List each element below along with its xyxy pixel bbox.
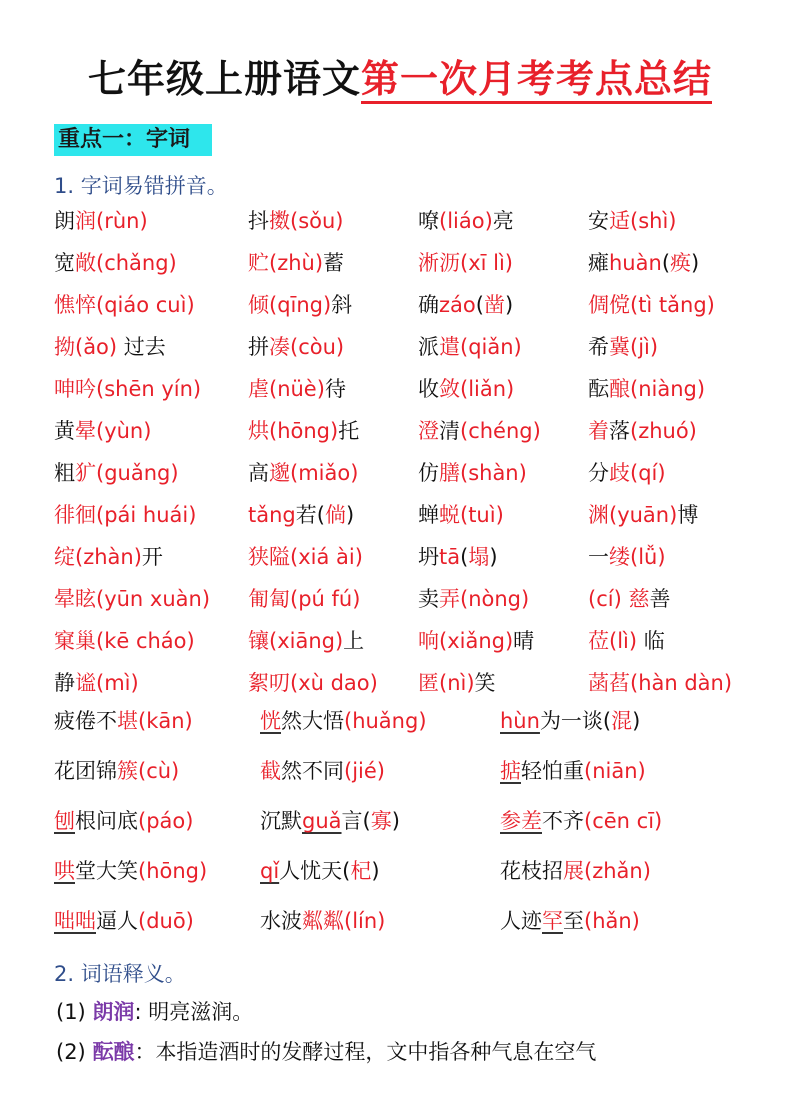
vocab-entry [54,627,195,655]
vocab-segment: 卖 [418,587,439,611]
vocab-segment: 混 [611,709,633,733]
vocab-segment: tā [439,545,461,569]
vocab-segment: (kān) [138,709,193,733]
vocab-segment: (zhǎn) [584,859,651,883]
vocab-segment: 莅 [588,629,609,653]
vocab-segment: (zhuó) [630,419,697,443]
vocab-entry [54,501,196,529]
vocab-segment: 刨 [54,809,75,833]
vocab-segment: 酝 [588,377,609,401]
vocab-entry [418,333,522,361]
vocab-segment: (zhù) [269,251,324,275]
vocab-segment: záo [439,293,476,317]
vocab-segment: (tì tǎng) [630,293,715,317]
vocab-segment: (cí) [588,587,629,611]
vocab-segment: (qiáo cuì) [96,293,195,317]
vocab-segment: 匿 [418,671,439,695]
vocab-entry [248,669,378,697]
vocab-segment: 清 [439,419,460,443]
vocab-entry [54,807,193,835]
vocab-segment: 展 [563,859,584,883]
vocab-entry [418,501,504,529]
vocab-segment: (liǎn) [460,377,515,401]
vocab-segment: (lì) [609,629,644,653]
vocab-entry [260,907,385,935]
vocab-entry [418,291,513,319]
vocab-segment: 逼人 [96,909,138,933]
definition-number: (2) [56,1040,86,1064]
vocab-entry [54,207,148,235]
vocab-segment: 弄 [439,587,460,611]
vocab-segment: 贮 [248,251,269,275]
vocab-segment: 倜傥 [588,293,630,317]
vocab-segment: 簇 [117,759,138,783]
vocab-segment: ( [460,545,469,569]
vocab-segment: 安 [588,209,609,233]
vocab-segment: (cù) [138,759,180,783]
vocab-entry [260,857,380,885]
vocab-segment: 憔悴 [54,293,96,317]
vocab-segment: 待 [324,377,346,401]
vocab-entry [588,459,666,487]
vocab-segment: 邈 [269,461,290,485]
vocab-segment: 擞 [269,209,290,233]
vocab-segment: 分 [588,461,609,485]
vocab-segment: (duō) [138,909,194,933]
vocab-segment: 绽 [54,545,75,569]
vocab-segment: (ǎo) [75,335,118,359]
vocab-segment: 抖 [248,209,269,233]
vocab-segment: (shàn) [460,461,527,485]
definition-number: (1) [56,1000,86,1024]
vocab-segment: 高 [248,461,269,485]
vocab-segment: 凿 [483,293,505,317]
vocab-segment: 轻怕重 [521,759,584,783]
vocab-entry [588,291,715,319]
vocab-segment: 至 [563,909,584,933]
vocab-segment: 拗 [54,335,75,359]
vocab-segment: (còu) [290,335,345,359]
vocab-segment: (lín) [344,909,386,933]
vocab-segment: (nüè) [269,377,325,401]
vocab-segment: 酿 [609,377,630,401]
vocab-segment: (nì) [439,671,475,695]
vocab-segment: (chéng) [460,419,541,443]
vocab-segment: 淅沥 [418,251,460,275]
vocab-entry [500,857,651,885]
vocab-segment: 敛 [439,377,460,401]
vocab-segment: 絮叨 [248,671,290,695]
vocab-segment: 一 [588,545,609,569]
vocab-segment: 匍匐 [248,587,290,611]
vocab-segment: (tuì) [460,503,504,527]
vocab-entry [418,249,513,277]
vocab-segment: 仿 [418,461,439,485]
vocab-entry [500,707,640,735]
vocab-segment: (hōng) [138,859,208,883]
vocab-entry [588,207,676,235]
vocab-segment: 冀 [609,335,630,359]
vocab-segment: 疲倦不 [54,709,117,733]
vocab-segment: 倘 [324,503,346,527]
vocab-segment: 博 [677,503,699,527]
vocab-segment: 犷 [75,461,96,485]
vocab-segment: qǐ [260,859,280,883]
section-heading: 重点一：字词 [54,124,212,156]
vocab-segment: 开 [141,545,163,569]
vocab-segment: 倾 [248,293,269,317]
vocab-segment: 徘徊 [54,503,96,527]
vocab-segment: (hōng) [269,419,339,443]
vocab-segment: 人迹 [500,909,542,933]
vocab-entry [248,417,359,445]
vocab-segment: (yùn) [96,419,152,443]
vocab-segment: 为一谈( [539,709,612,733]
vocab-entry [54,707,193,735]
vocab-entry [588,585,670,613]
vocab-segment: (niàng) [630,377,706,401]
vocab-entry [248,459,358,487]
vocab-segment: 派 [418,335,439,359]
vocab-segment: 落 [609,419,630,443]
vocab-segment: (yūn xuàn) [96,587,211,611]
definition-item [56,996,253,1026]
vocab-segment: ) [345,503,355,527]
vocab-segment: 上 [343,629,365,653]
vocab-entry [248,249,344,277]
vocab-segment: (guǎng) [96,461,179,485]
vocab-segment: 静 [54,671,75,695]
vocab-segment: 水波 [260,909,302,933]
vocab-segment: 杞 [350,859,372,883]
vocab-segment: 人忧天( [279,859,351,883]
vocab-entry [248,333,344,361]
vocab-segment: 坍 [418,545,439,569]
vocab-segment: (nòng) [460,587,530,611]
vocab-entry [54,417,151,445]
vocab-segment: (mì) [96,671,139,695]
vocab-entry [260,807,400,835]
definition-text: 明亮滋润。 [148,1000,254,1024]
title-part1: 七年级上册语文 [87,57,361,101]
vocab-entry [418,459,527,487]
vocab-segment: 善 [649,587,671,611]
vocab-entry [54,375,201,403]
vocab-entry [54,585,210,613]
vocab-segment: 膳 [439,461,460,485]
vocab-entry [588,417,697,445]
vocab-segment: (páo) [138,809,194,833]
vocab-entry [588,249,699,277]
vocab-segment: 虐 [248,377,269,401]
vocab-segment: (qiǎn) [460,335,522,359]
vocab-segment: 宽 [54,251,75,275]
definition-term: 酝酿 [92,1040,135,1064]
vocab-segment: 哄 [54,859,75,883]
vocab-segment: 临 [643,629,665,653]
vocab-segment: ( [661,251,671,275]
vocab-segment: 堂大笑 [75,859,138,883]
vocab-segment: (xī lì) [460,251,513,275]
vocab-entry [248,543,363,571]
vocab-segment: ) [371,859,380,883]
vocab-entry [248,375,346,403]
vocab-segment: 黄 [54,419,75,443]
vocab-segment: 笑 [474,671,496,695]
vocab-segment: 嘹 [418,209,439,233]
vocab-segment: 若( [295,503,325,527]
definition-item [56,1036,596,1066]
vocab-segment: (jié) [344,759,385,783]
subheading-definitions: 2. 词语释义。 [54,962,186,986]
vocab-segment: 响 [418,629,439,653]
vocab-segment: 缕 [609,545,630,569]
vocab-segment: 歧 [609,461,630,485]
vocab-segment: (pú fú) [290,587,361,611]
vocab-entry [588,501,698,529]
vocab-segment: 拼 [248,335,269,359]
vocab-segment: 遣 [439,335,460,359]
definition-text: 本指造酒时的发酵过程，文中指各种气息在空气 [155,1040,597,1064]
vocab-segment: 镶 [248,629,269,653]
vocab-segment: 花枝招 [500,859,563,883]
vocab-entry [588,543,666,571]
vocab-entry [54,757,179,785]
vocab-entry [248,501,354,529]
vocab-entry [500,907,640,935]
vocab-segment: 粗 [54,461,75,485]
vocab-segment: 晕 [75,419,96,443]
vocab-segment: 晴 [513,629,535,653]
vocab-segment: (miǎo) [290,461,359,485]
vocab-entry [54,857,207,885]
vocab-segment: 敞 [75,251,96,275]
vocab-segment: 狭隘 [248,545,290,569]
title-part2: 第一次月考考点总结 [361,57,712,104]
vocab-segment: (cēn cī) [584,809,663,833]
vocab-segment: 言( [341,809,371,833]
vocab-entry [260,757,385,785]
vocab-segment: 堪 [117,709,138,733]
vocab-segment: huàn [609,251,662,275]
vocab-segment: 润 [75,209,96,233]
vocab-segment: (niān) [584,759,646,783]
vocab-segment: 确 [418,293,439,317]
vocab-segment: 参差 [500,809,542,833]
vocab-entry [248,207,343,235]
vocab-segment: 花团锦 [54,759,117,783]
vocab-segment: 塌 [468,545,490,569]
vocab-entry [54,669,139,697]
vocab-segment: tǎng [248,503,296,527]
vocab-entry [54,333,166,361]
vocab-segment: 窠巢 [54,629,96,653]
vocab-entry [588,333,658,361]
vocab-segment: (kē cháo) [96,629,195,653]
vocab-segment: guǎ [302,809,342,833]
vocab-segment: (shēn yín) [96,377,202,401]
vocab-segment: 咄咄 [54,909,96,933]
vocab-segment: 慈 [628,587,650,611]
vocab-segment: 粼粼 [302,909,344,933]
vocab-segment: 烘 [248,419,269,443]
vocab-segment: 斜 [331,293,353,317]
vocab-segment: (sǒu) [290,209,344,233]
vocab-entry [418,375,514,403]
vocab-segment: ) [489,545,498,569]
vocab-entry [418,543,498,571]
vocab-entry [418,417,541,445]
vocab-segment: 亮 [492,209,514,233]
vocab-segment: (shì) [630,209,677,233]
vocab-segment: hùn [500,709,540,733]
vocab-segment: 晕眩 [54,587,96,611]
vocab-segment: (pái huái) [96,503,197,527]
vocab-entry [418,669,496,697]
vocab-entry [248,291,352,319]
vocab-segment: 痪 [670,251,692,275]
vocab-segment: (qí) [630,461,666,485]
vocab-segment: (zhàn) [75,545,142,569]
vocab-segment: 凑 [269,335,290,359]
vocab-segment: 罕 [542,909,563,933]
definition-separator: ： [134,1040,156,1064]
vocab-segment: 然大悟 [281,709,344,733]
vocab-segment: 过去 [117,335,166,359]
vocab-segment: (chǎng) [96,251,177,275]
vocab-entry [418,627,534,655]
vocab-segment: (yuān) [609,503,678,527]
vocab-segment: 恍 [260,709,281,733]
vocab-segment: (hàn dàn) [630,671,733,695]
vocab-segment: 菡萏 [588,671,630,695]
vocab-segment: (hǎn) [584,909,640,933]
vocab-segment: ) [504,293,514,317]
vocab-segment: 蓄 [323,251,345,275]
vocab-segment: (xiāng) [269,629,344,653]
vocab-segment: 渊 [588,503,609,527]
vocab-entry [248,627,364,655]
vocab-entry [248,585,360,613]
vocab-segment: 着 [588,419,609,443]
vocab-entry [418,585,529,613]
vocab-segment: 收 [418,377,439,401]
vocab-segment: 不齐 [542,809,584,833]
vocab-segment: 掂 [500,759,521,783]
subheading-pinyin: 1. 字词易错拼音。 [54,174,228,198]
vocab-entry [260,707,427,735]
definition-term: 朗润 [92,1000,135,1024]
vocab-entry [500,757,646,785]
vocab-segment: (xiǎng) [439,629,514,653]
vocab-entry [588,627,665,655]
vocab-entry [54,249,177,277]
vocab-segment: 蝉 [418,503,439,527]
vocab-segment: 适 [609,209,630,233]
vocab-segment: 托 [338,419,360,443]
vocab-segment: ) [632,709,641,733]
vocab-segment: (xù dao) [290,671,378,695]
page-title [0,48,800,103]
vocab-segment: 根问底 [75,809,138,833]
vocab-segment: 呻吟 [54,377,96,401]
vocab-segment: 沉默 [260,809,302,833]
vocab-segment: 然不同 [281,759,344,783]
vocab-segment: (huǎng) [344,709,427,733]
vocab-segment: (jì) [630,335,659,359]
vocab-segment: (qīng) [269,293,332,317]
vocab-segment: (xiá ài) [290,545,363,569]
vocab-segment: 希 [588,335,609,359]
vocab-entry [588,375,705,403]
vocab-segment: 截 [260,759,281,783]
vocab-entry [588,669,732,697]
vocab-segment: (rùn) [96,209,148,233]
vocab-segment: (lǚ) [630,545,666,569]
vocab-segment: 谧 [75,671,96,695]
vocab-entry [54,907,194,935]
vocab-segment: ) [391,809,400,833]
definition-separator: : [134,1000,149,1024]
vocab-segment: ( [475,293,484,317]
vocab-segment: 蜕 [439,503,460,527]
vocab-segment: 瘫 [588,251,609,275]
vocab-segment: 寡 [370,809,392,833]
vocab-entry [54,543,163,571]
vocab-segment: 澄 [418,419,439,443]
vocab-entry [54,459,179,487]
vocab-segment: 朗 [54,209,75,233]
vocab-entry [418,207,514,235]
vocab-segment: (liáo) [439,209,493,233]
vocab-entry [500,807,662,835]
vocab-entry [54,291,195,319]
vocab-segment: ) [691,251,700,275]
